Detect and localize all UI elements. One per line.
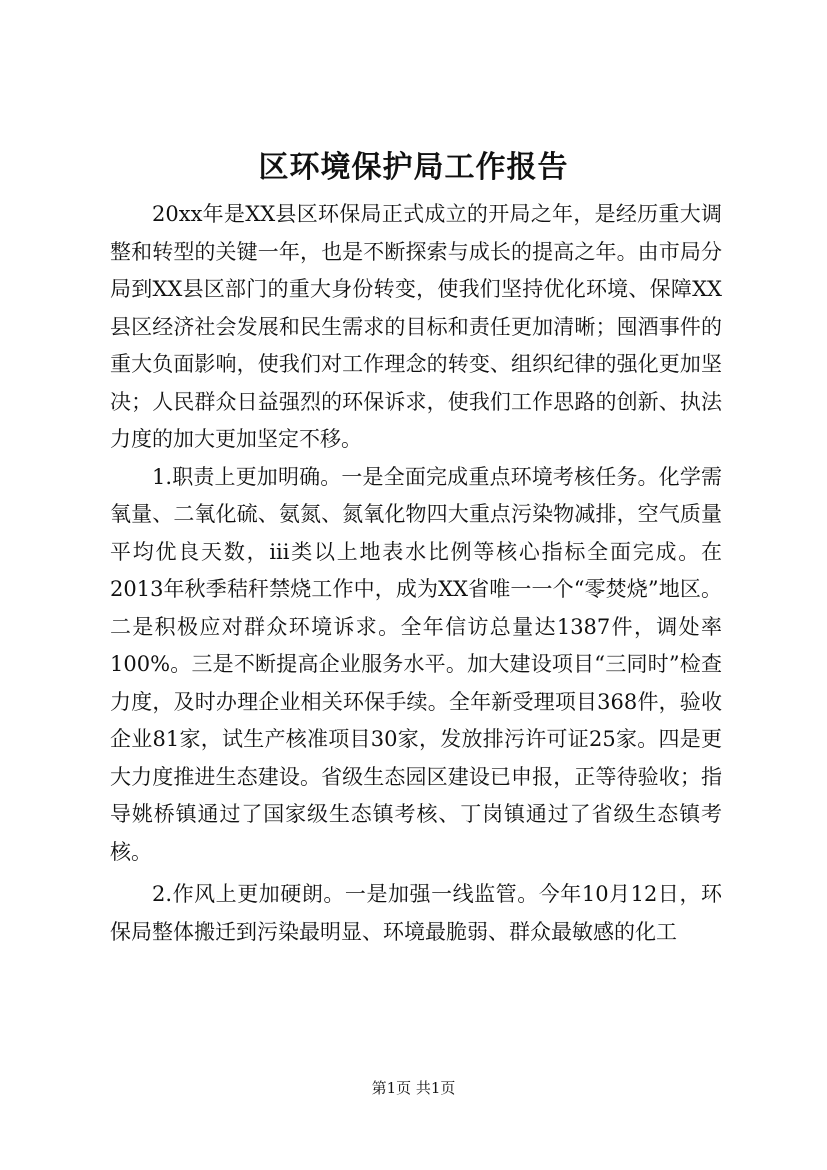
paragraph-duties: 1.职责上更加明确。一是全面完成重点环境考核任务。化学需氧量、二氧化硫、氨氮、氮氧化物四大重点污染物减排，空气质量平均优良天数，iii类以上地表水比例等核心指标全面完成。在2013年秋季秸秆禁烧工作中，成为XX省唯一一个“零焚烧”地区。二是积极应对群众环境诉求。全年信访总量达1387件，调处率100%。三是不断提高企业服务水平。加大建设项目“三同时”检查力度，及时办理企业相关环保手续。全年新受理项目368件，验收企业81家，试生产核准项目30家，发放排污许可证25家。四是更大力度推进生态建设。省级生态园区建设已申报，正等待验收；指导姚桥镇通过了国家级生态镇考核、丁岗镇通过了省级生态镇考核。 <box>110 464 722 864</box>
document-title: 区环境保护局工作报告 <box>258 150 569 185</box>
document-body <box>110 196 722 951</box>
page-footer: 第1页 共1页 <box>371 1079 456 1097</box>
paragraph-intro: 20xx年是XX县区环保局正式成立的开局之年，是经历重大调整和转型的关键一年，也是不断探索与成长的提高之年。由市局分局到XX县区部门的重大身份转变，使我们坚持优化环境、保障XX县区经济社会发展和民生需求的目标和责任更加清晰；囤酒事件的重大负面影响，使我们对工作理念的转变、组织纪律的强化更加坚决；人民群众日益强烈的环保诉求，使我们工作思路的创新、执法力度的加大更加坚定不移。 <box>110 202 722 451</box>
paragraph-style: 2.作风上更加硬朗。一是加强一线监管。今年10月12日，环保局整体搬迁到污染最明显、环境最脆弱、群众最敏感的化工 <box>110 882 722 944</box>
